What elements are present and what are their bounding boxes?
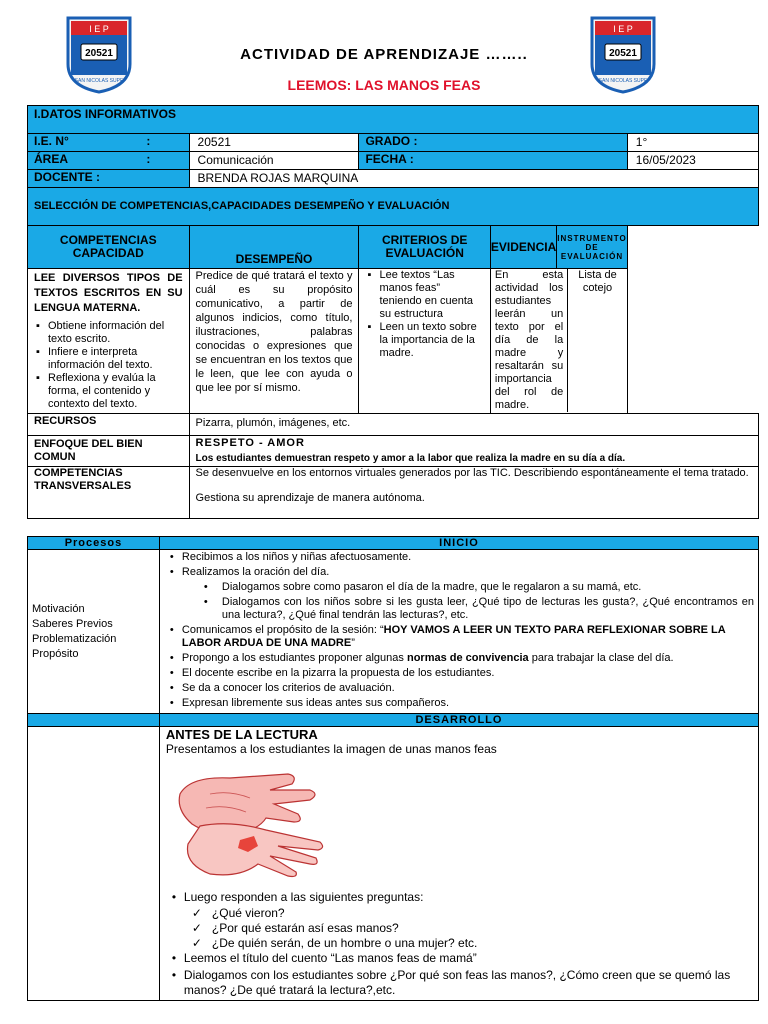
area-label: ÁREA xyxy=(28,152,141,170)
etapa-saberes: Saberes Previos xyxy=(32,617,113,630)
antes-title: ANTES DE LA LECTURA xyxy=(165,727,318,742)
logo-letters: I E P xyxy=(89,24,109,34)
enfoque-label: ENFOQUE DEL BIEN COMUN xyxy=(28,436,190,467)
grado-label: GRADO : xyxy=(359,134,627,152)
transversal-1: Se desenvuelve en los entornos virtuales generados por las TIC. Describiendo espontáneamente el tema tratado. xyxy=(195,467,749,479)
ie-label: I.E. N° xyxy=(28,134,141,152)
inicio-item: • Recibimos a los niños y niñas afectuosamente. xyxy=(164,551,754,564)
col-criterios: CRITERIOS DE EVALUACIÓN xyxy=(359,226,490,269)
criterio-item: ▪ Lee textos “Las manos feas” teniendo en cuenta su estructura xyxy=(365,269,483,321)
competencia-cell xyxy=(28,269,190,414)
desempeno-cell: Predice de qué tratará el texto y cuál es su propósito comunicativo, a partir de algunos indicios, como título, ilustraciones, palabras conocidas o expresiones que se encuentran en los textos que le leen, que lee con ayuda o que lee por sí mismo. xyxy=(189,269,359,414)
proposito-suffix: ” xyxy=(351,637,355,649)
area-colon: : xyxy=(140,152,189,170)
competencia-text: LEE DIVERSOS TIPOS DE TEXTOS ESCRITOS EN SU LENGUA MATERNA. xyxy=(34,272,183,314)
instrumento-text: Lista de cotejo xyxy=(578,269,617,294)
desarrollo-etapas-cell xyxy=(28,727,160,1001)
enfoque-title: RESPETO - AMOR xyxy=(195,437,305,449)
fecha-label: FECHA : xyxy=(359,152,627,170)
capacidad-item: ▪ Infiere e interpreta información del texto. xyxy=(34,346,183,372)
grado-value: 1° xyxy=(627,134,758,152)
logo-number: 20521 xyxy=(85,48,113,59)
inicio-item-proposito xyxy=(164,624,754,650)
proposito-bold: HOY VAMOS A LEER UN TEXTO PARA REFLEXIONAR SOBRE LA LABOR ARDUA DE UNA MADRE xyxy=(181,624,726,649)
inicio-item: • Expresan libremente sus ideas antes sus compañeros. xyxy=(164,697,754,710)
capacidades-list xyxy=(34,320,183,411)
evidencia-instrumento-cell xyxy=(490,269,627,414)
col-instrumento: INSTRUMENTO DE EVALUACIÓN xyxy=(557,233,627,261)
fecha-value: 16/05/2023 xyxy=(627,152,758,170)
inicio-cell xyxy=(159,550,758,714)
competencias-section-title: SELECCIÓN DE COMPETENCIAS,CAPACIDADES DESEMPEÑO Y EVALUACIÓN xyxy=(28,188,759,226)
desarrollo-blank xyxy=(28,714,160,727)
capacidad-item: ▪ Reflexiona y evalúa la forma, el contenido y contexto del texto. xyxy=(34,372,183,411)
inicio-item: • El docente escribe en la pizarra la propuesta de los estudiantes. xyxy=(164,667,754,680)
transversales-cell xyxy=(189,467,758,519)
recursos-value: Pizarra, plumón, imágenes, etc. xyxy=(189,414,758,436)
pregunta-item: ✓ ¿Por qué estarán así esas manos? xyxy=(166,921,752,936)
col-competencias: COMPETENCIAS CAPACIDAD xyxy=(28,226,190,269)
recursos-label: RECURSOS xyxy=(28,414,190,436)
logo-number: 20521 xyxy=(609,48,637,59)
pregunta-item: ✓ ¿Qué vieron? xyxy=(166,906,752,921)
enfoque-cell xyxy=(189,436,758,467)
inicio-list xyxy=(164,551,754,710)
transversales-label: COMPETENCIAS TRANSVERSALES xyxy=(28,467,190,519)
normas-suffix: para trabajar la clase del día. xyxy=(528,652,674,664)
logo-letters: I E P xyxy=(613,24,633,34)
inicio-item: • Realizamos la oración del día. xyxy=(164,566,754,579)
ie-value: 20521 xyxy=(189,134,359,152)
criterios-list xyxy=(365,269,483,360)
proposito-prefix: Comunicamos el propósito de la sesión: “ xyxy=(181,624,384,636)
col-desempeno: DESEMPEÑO xyxy=(189,226,359,269)
etapa-proposito: Propósito xyxy=(32,647,79,660)
normas-prefix: Propongo a los estudiantes proponer algunas xyxy=(181,652,407,664)
criterios-cell xyxy=(359,269,490,414)
logo-caption: SAN NICOLAS SUPE xyxy=(74,78,124,84)
criterio-item: ▪ Leen un texto sobre la importancia de la madre. xyxy=(365,321,483,360)
inicio-subitem: • Dialogamos con los niños sobre si les gusta leer, ¿Qué tipo de lecturas les gusta?, ¿Qué encontramos en una lectura?, ¿Qué final tendrán las lecturas?, etc. xyxy=(164,596,754,622)
ie-colon: : xyxy=(140,134,189,152)
etapa-problematizacion: Problematización xyxy=(32,632,117,645)
evidencia-instrumento-head xyxy=(490,226,627,269)
etapa-motivacion: Motivación xyxy=(32,602,85,615)
datos-table xyxy=(27,105,759,519)
inicio-item: • Se da a conocer los criterios de avaluación. xyxy=(164,682,754,695)
page-title: ACTIVIDAD DE APRENDIZAJE …….. xyxy=(240,46,528,63)
enfoque-text: Los estudiantes demuestran respeto y amor a la labor que realiza la madre en su día a día. xyxy=(195,453,626,464)
col-inicio: INICIO xyxy=(159,537,758,550)
col-procesos: Procesos xyxy=(28,537,160,550)
dialogamos-item: • Dialogamos con los estudiantes sobre ¿Por qué son feas las manos?, ¿Cómo creen que se quemó las manos? ¿De qué tratará la lectura?,etc. xyxy=(166,968,752,998)
docente-label: DOCENTE : xyxy=(28,170,190,188)
desarrollo-cell xyxy=(159,727,758,1001)
col-evidencia: EVIDENCIA xyxy=(491,226,557,268)
leemos-item: • Leemos el título del cuento “Las manos feas de mamá” xyxy=(166,951,752,966)
datos-section-title: I.DATOS INFORMATIVOS xyxy=(28,106,759,134)
area-value: Comunicación xyxy=(189,152,359,170)
col-desarrollo: DESARROLLO xyxy=(159,714,758,727)
etapas-cell xyxy=(28,550,160,714)
luego-item: • Luego responden a las siguientes preguntas: xyxy=(166,890,752,904)
normas-bold: normas de convivencia xyxy=(406,652,529,664)
transversal-2: Gestiona su aprendizaje de manera autónoma. xyxy=(195,492,425,504)
antes-text: Presentamos a los estudiantes la imagen de unas manos feas xyxy=(165,742,497,756)
inicio-item-normas xyxy=(164,652,754,665)
page-subtitle: LEEMOS: LAS MANOS FEAS xyxy=(287,77,481,93)
capacidad-item: ▪ Obtiene información del texto escrito. xyxy=(34,320,183,346)
evidencia-text: En esta actividad los estudiantes leerán un texto por el día de la madre y resaltarán su importancia del rol de madre. xyxy=(491,269,568,412)
pregunta-item: ✓ ¿De quién serán, de un hombre o una mujer? etc. xyxy=(166,936,752,951)
ugly-hands-image xyxy=(170,764,330,884)
docente-value: BRENDA ROJAS MARQUINA xyxy=(189,170,758,188)
preguntas-list xyxy=(166,906,752,951)
inicio-subitem: • Dialogamos sobre como pasaron el día de la madre, que le regalaron a su mamá, etc. xyxy=(164,581,754,594)
desarrollo-list xyxy=(166,890,752,904)
desarrollo-list-2 xyxy=(166,951,752,998)
logo-caption: SAN NICOLAS SUPE xyxy=(598,78,648,84)
procesos-table xyxy=(27,536,759,1001)
